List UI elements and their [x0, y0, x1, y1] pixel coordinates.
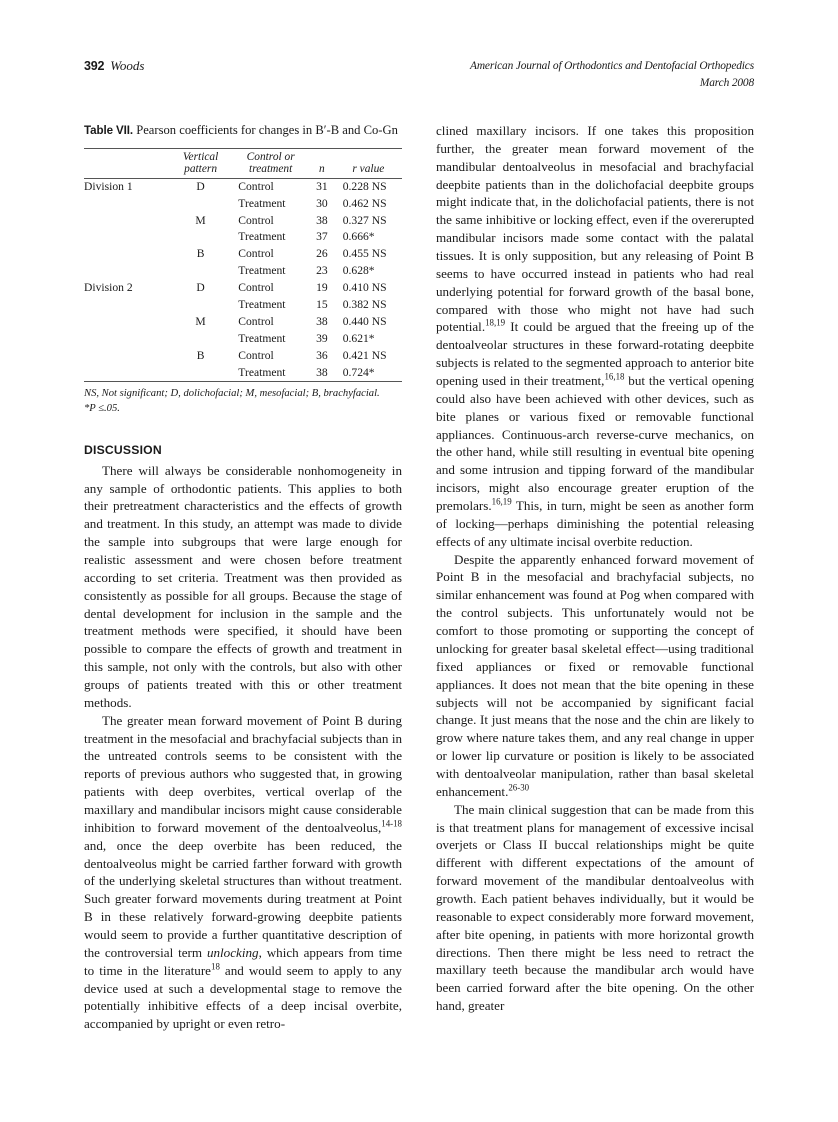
- cell-vertical: [169, 229, 232, 246]
- cell-n: 37: [316, 230, 328, 244]
- cell-treatment: Control: [238, 247, 274, 261]
- page-number: 392: [84, 59, 105, 73]
- cell-treatment: Treatment: [238, 264, 286, 278]
- journal-title: American Journal of Orthodontics and Dentofacial Orthopedics: [470, 60, 754, 72]
- cell-vertical: [169, 365, 232, 382]
- cell-vertical: D: [196, 179, 205, 193]
- table-caption-text: Pearson coefficients for changes in B′-B and Co-Gn: [136, 123, 398, 137]
- para3-part-c: but the vertical opening could also have been achieved with other devices, such as bite planes or various fixed or removable functional appliances. Continuous-arch reverse-curve mechanics, on the other hand, while still resulting in eventual bite opening and some intrusion and tipping forward of the mandibular incisors, might also encourage greater eruption of the premolars.: [436, 373, 755, 514]
- discussion-paragraph-5: The main clinical suggestion that can be made from this is that treatment plans for management of excessive incisal overjets or Class II buccal relationships might be quite different with different expectations of the amount of forward movement of the mandibular dentoalveolus with growth. Each patient behaves individually, but it would be reasonable to expect considerably more forward movement, after bite opening, in patients with more horizontal growth directions. Then there might be less need to retract the maxillary teeth because the mandibular arch would have been carried forward after the bite opening. On the other hand, greater: [436, 801, 754, 1014]
- table-row: [84, 365, 402, 382]
- table-head: [84, 148, 402, 178]
- cell-treatment: Control: [238, 314, 274, 328]
- cell-n: 15: [316, 298, 328, 312]
- issue-date: March 2008: [699, 77, 754, 90]
- reference-18: 18: [211, 961, 220, 972]
- cell-vertical: B: [196, 247, 205, 261]
- cell-n: 36: [316, 348, 328, 362]
- table-row: [84, 263, 402, 280]
- cell-n: 31: [316, 179, 328, 193]
- cell-group: [84, 229, 169, 246]
- discussion-paragraph-3: [436, 122, 754, 551]
- cell-treatment: Control: [238, 348, 274, 362]
- cell-treatment: Treatment: [238, 331, 286, 345]
- table-row: [84, 331, 402, 348]
- table-row: [84, 196, 402, 213]
- section-heading-discussion: DISCUSSION: [84, 442, 162, 457]
- author-name: Woods: [110, 58, 145, 73]
- cell-group: [84, 365, 169, 382]
- cell-n: 39: [316, 331, 328, 345]
- footnote-significance: *P ≤.05.: [84, 403, 120, 415]
- table-row: [84, 280, 402, 297]
- para2-part-a: The greater mean forward movement of Point B during treatment in the mesofacial and brachyfacial subjects than in the untreated controls seems to be consistent with the reports of previous authors who suggested that, in growing patients with deep overbites, vertical overlap of the maxillary and mandibular incisors might cause considerable inhibition to forward movement of the dentoalveolus,: [84, 712, 402, 835]
- cell-treatment: Control: [238, 179, 274, 193]
- cell-group: [84, 196, 169, 213]
- cell-n: 26: [316, 247, 328, 261]
- cell-r-value: 0.455 NS: [342, 247, 387, 261]
- para3-part-b: It could be argued that the freeing up of the dentoalveolar structures in these forward-rotating deepbite subjects is related to the segmented approach to anterior bite opening used in their treatment,: [436, 319, 754, 389]
- discussion-paragraph-4: [436, 551, 754, 801]
- cell-n: 38: [316, 365, 328, 379]
- cell-r-value: 0.666*: [342, 230, 375, 244]
- cell-group: Division 2: [84, 281, 133, 295]
- cell-group: Division 1: [84, 179, 133, 193]
- table-header-row: [84, 148, 402, 178]
- cell-group: [84, 331, 169, 348]
- cell-group: [84, 348, 169, 365]
- cell-treatment: Control: [238, 213, 274, 227]
- cell-treatment: Treatment: [238, 230, 286, 244]
- cell-n: 19: [316, 281, 328, 295]
- cell-vertical: [169, 196, 232, 213]
- cell-r-value: 0.327 NS: [342, 213, 387, 227]
- cell-n: 38: [316, 213, 328, 227]
- column-left: [84, 122, 402, 1033]
- cell-n: 38: [316, 314, 328, 328]
- cell-n: 30: [316, 196, 328, 210]
- table-row: [84, 297, 402, 314]
- cell-r-value: 0.410 NS: [342, 281, 387, 295]
- col-header-control-or-treatment: [232, 148, 309, 178]
- cell-vertical: D: [196, 281, 205, 295]
- running-head-left: [84, 58, 144, 75]
- table-row: [84, 212, 402, 229]
- cell-vertical: [169, 263, 232, 280]
- cell-vertical: M: [195, 213, 206, 227]
- cell-r-value: 0.621*: [342, 331, 375, 345]
- cell-group: [84, 212, 169, 229]
- cell-vertical: M: [195, 314, 206, 328]
- cell-vertical: [169, 331, 232, 348]
- cell-r-value: 0.382 NS: [342, 298, 387, 312]
- discussion-paragraph-1: There will always be considerable nonhomogeneity in any sample of orthodontic patients. This applies to both their pretreatment characteristics and the effects of growth and treatment. In this study, an attempt was made to divide the sample into subgroups that were large enough for realistic assessment and were chosen before treatment according to set criteria. Treatment was then provided as consistently as possible for all groups. Because the stage of dental development for inclusion in the sample and the treatment methods were specified, it should have been possible to compare the effects of growth and treatment in this sample, not only with the controls, but also with other groups of patients treated with this or other treatment methods.: [84, 462, 402, 710]
- table-body: [84, 178, 402, 382]
- cell-r-value: 0.462 NS: [342, 196, 387, 210]
- running-head: [84, 58, 754, 92]
- col-header-n: n: [319, 162, 325, 175]
- table-footnotes: [84, 387, 402, 416]
- term-unlocking: unlocking: [206, 944, 259, 960]
- reference-26-30: 26-30: [508, 782, 530, 793]
- para2-part-d: and would seem to apply to any device used at such a developmental stage to remove the potentially inhibitive effects of a deep incisal overbite, accompanied by upright or even retro-: [84, 962, 402, 1032]
- para3-part-d: This, in turn, might be seen as another form of locking—perhaps diminishing the potential releasing effects of any ultimate incisal overbite reduction.: [436, 498, 754, 549]
- cell-n: 23: [316, 264, 328, 278]
- table-caption: [84, 122, 402, 139]
- col-header-treatment-line1: Control or: [246, 150, 295, 163]
- cell-group: [84, 246, 169, 263]
- cell-group: [84, 314, 169, 331]
- table-label: Table VII.: [84, 124, 134, 137]
- cell-group: [84, 263, 169, 280]
- col-header-r-value: r value: [352, 162, 385, 175]
- cell-r-value: 0.421 NS: [342, 348, 387, 362]
- para4-part-a: Despite the apparently enhanced forward movement of Point B in the mesofacial and brachyfacial subjects, no similar enhancement was found at Pog when compared with the control subjects. This unfortunately would not be comfort to those promoting or supporting the concept of unlocking for greater basal skeletal effect—using traditional fixed appliances or fixed or removable functional appliances. It does not mean that the bite opening in these subjects will not be accompanied by significant facial change. It just means that the nose and the chin are likely to grow where nature takes them, and any real change in upper or lower lip curvature or position is likely to be associated with dentoalveolar manipulation, rather than basal skeletal enhancement.: [436, 551, 754, 799]
- reference-16-18: 16,18: [604, 371, 625, 382]
- reference-18-19: 18,19: [485, 318, 506, 329]
- para2-part-c: , which appears from time to time in the literature: [84, 944, 403, 978]
- pearson-coefficients-table: [84, 148, 402, 383]
- cell-r-value: 0.628*: [342, 264, 375, 278]
- cell-treatment: Treatment: [238, 298, 286, 312]
- table-row: [84, 178, 402, 195]
- discussion-paragraph-2: [84, 712, 402, 1033]
- two-column-body: [84, 122, 754, 1042]
- reference-14-18: 14-18: [381, 818, 402, 829]
- cell-vertical: [169, 297, 232, 314]
- running-head-right: [470, 58, 754, 92]
- cell-treatment: Treatment: [238, 365, 286, 379]
- col-header-group: [84, 148, 169, 178]
- para2-part-b: and, once the deep overbite has been reduced, the dentoalveolus might be carried farther forward with growth of the underlying skeletal structures than without treatment. Such greater forward movements during treatment at Point B in these relatively forward-growing deepbite patients would seem to provide a further quantitative description of the controversial term: [84, 837, 402, 960]
- table-row: [84, 246, 402, 263]
- table-row: [84, 314, 402, 331]
- reference-16-19: 16,19: [491, 496, 512, 507]
- cell-r-value: 0.724*: [342, 365, 375, 379]
- footnote-abbreviations: NS, Not significant; D, dolichofacial; M, mesofacial; B, brachyfacial.: [84, 388, 380, 400]
- col-header-treatment-line2: treatment: [249, 162, 293, 175]
- cell-group: [84, 297, 169, 314]
- cell-vertical: B: [196, 348, 205, 362]
- para3-part-a: clined maxillary incisors. If one takes this proposition further, the greater mean forward movement of the mandibular dentoalveolus in mesofacial and brachyfacial deepbite patients than in the dolichofacial deepbite groups might indicate that, in the dolichofacial patients, there is not the same inhibitive or locking effect, even if the overerupted mandibular incisors made some contact with the palatal tissues. It is only supposition, but any releasing of Point B seems to have occurred instead in patients who had real underlying potential for forward growth of the basal bone, compared with those who might not have had such potential.: [436, 123, 754, 335]
- cell-r-value: 0.440 NS: [342, 314, 387, 328]
- col-header-vertical-pattern: Vertical pattern: [182, 150, 219, 175]
- table-row: [84, 229, 402, 246]
- column-right: [436, 122, 754, 1015]
- cell-r-value: 0.228 NS: [342, 179, 387, 193]
- cell-treatment: Control: [238, 281, 274, 295]
- cell-treatment: Treatment: [238, 196, 286, 210]
- table-row: [84, 348, 402, 365]
